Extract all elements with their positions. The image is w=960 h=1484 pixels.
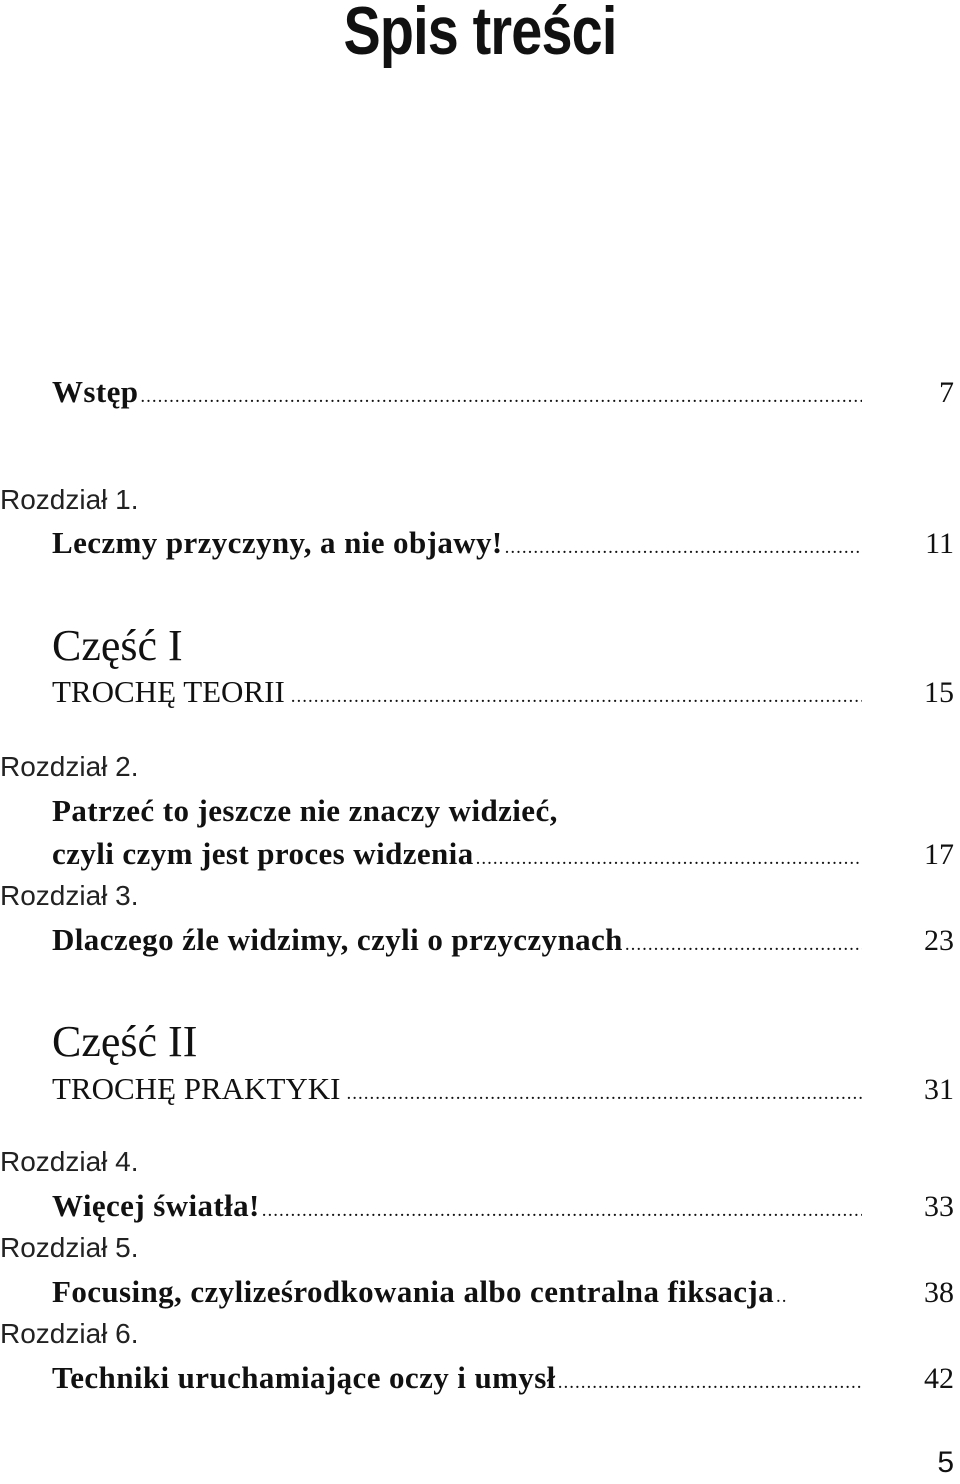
page-title: Spis treści: [343, 0, 617, 69]
dot-leader: [558, 1372, 862, 1394]
dot-leader: [140, 386, 862, 408]
toc-entry-chapter-1[interactable]: [52, 525, 862, 565]
toc-page-number: 31: [924, 1073, 954, 1106]
toc-page-number: 15: [924, 676, 954, 709]
toc-entry-label: Leczmy przyczyny, a nie objawy!: [52, 525, 503, 560]
dot-leader: [625, 934, 862, 956]
toc-page-number: 17: [924, 838, 954, 871]
toc-entry-label: TROCHĘ PRAKTYKI: [52, 1071, 341, 1106]
toc-page-number: 33: [924, 1190, 954, 1223]
toc-entry-label: TROCHĘ TEORII: [52, 674, 285, 709]
toc-entry-label: Więcej światła!: [52, 1188, 260, 1223]
toc-entry-label: Wstęp: [52, 374, 139, 409]
toc-entry-chapter-2[interactable]: [52, 836, 862, 876]
toc-page-number: 23: [924, 924, 954, 957]
dot-leader: [262, 1200, 862, 1222]
chapter-number: Rozdział 3.: [0, 880, 139, 911]
dot-leader: [291, 686, 862, 708]
dot-leader: [776, 1286, 788, 1308]
chapter-number: Rozdział 4.: [0, 1146, 139, 1177]
chapter-number: Rozdział 2.: [0, 751, 139, 782]
toc-entry-part-1[interactable]: [52, 674, 862, 710]
part-heading: Część II: [52, 1017, 198, 1066]
toc-entry-label: Techniki uruchamiające oczy i umysł: [52, 1360, 556, 1395]
dot-leader: [346, 1083, 862, 1105]
toc-entry-chapter-5[interactable]: [52, 1274, 862, 1314]
part-heading: Część I: [52, 621, 183, 670]
toc-entry-wstep[interactable]: [52, 374, 862, 414]
toc-entry-chapter-3[interactable]: [52, 922, 862, 962]
toc-page-number: 7: [939, 376, 954, 409]
toc-entry-part-2[interactable]: [52, 1071, 862, 1107]
toc-entry-line: Patrzeć to jeszcze nie znaczy widzieć,: [52, 793, 558, 828]
dot-leader: [505, 537, 862, 559]
toc-page-number: 11: [925, 527, 954, 560]
chapter-number: Rozdział 1.: [0, 484, 139, 515]
chapter-number: Rozdział 5.: [0, 1232, 139, 1263]
toc-entry-label: Focusing, czyliześrodkowania albo centralna fiksacja: [52, 1274, 775, 1309]
page-folio: 5: [937, 1446, 954, 1479]
toc-entry-chapter-4[interactable]: [52, 1188, 862, 1228]
toc-page-number: 38: [924, 1276, 954, 1309]
toc-page-number: 42: [924, 1362, 954, 1395]
dot-leader: [476, 848, 862, 870]
toc-entry-chapter-6[interactable]: [52, 1360, 862, 1400]
chapter-number: Rozdział 6.: [0, 1318, 139, 1349]
toc-entry-label: czyli czym jest proces widzenia: [52, 836, 474, 871]
toc-entry-label: Dlaczego źle widzimy, czyli o przyczynach: [52, 922, 623, 957]
